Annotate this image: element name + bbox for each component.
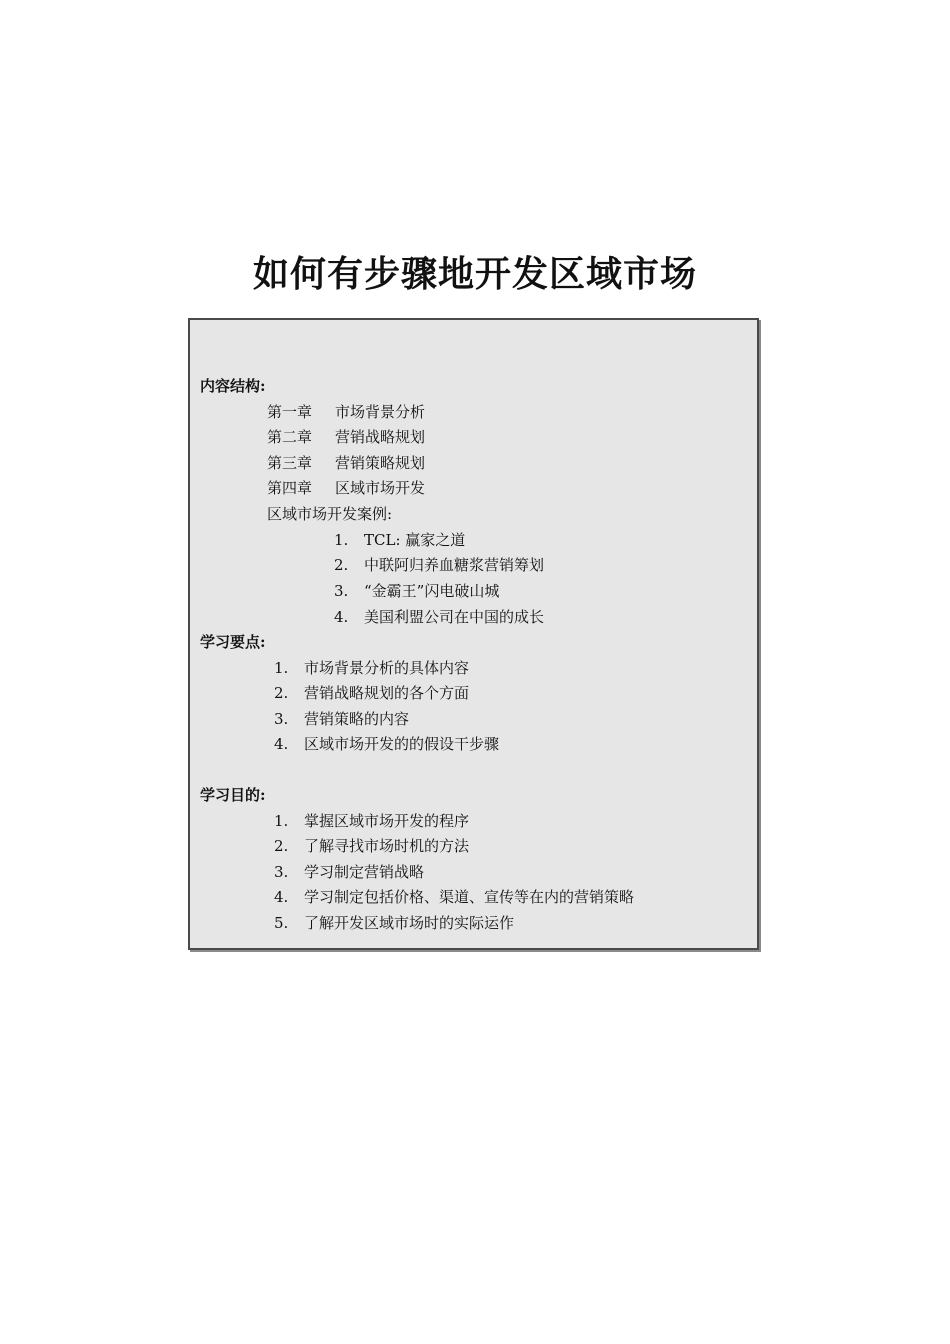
item-number: 2. <box>274 837 289 855</box>
objectives-heading: 学习目的: <box>200 786 266 804</box>
toc-chapter-row <box>267 427 425 447</box>
case-item <box>334 555 544 575</box>
item-number: 4. <box>274 888 289 906</box>
case-text: TCL: 赢家之道 <box>364 531 466 549</box>
item-text: 学习制定包括价格、渠道、宣传等在内的营销策略 <box>304 888 635 906</box>
chapter-number: 第二章 <box>267 428 313 446</box>
item-text: 掌握区域市场开发的程序 <box>304 812 470 830</box>
key-points-heading: 学习要点: <box>200 633 266 651</box>
case-number: 3. <box>334 582 349 600</box>
item-number: 3. <box>274 710 289 728</box>
item-number: 1. <box>274 659 289 677</box>
item-number: 5. <box>274 914 289 932</box>
item-number: 1. <box>274 812 289 830</box>
item-text: 市场背景分析的具体内容 <box>304 659 470 677</box>
item-text: 营销战略规划的各个方面 <box>304 684 470 702</box>
item-number: 3. <box>274 863 289 881</box>
case-text: “金霸王”闪电破山城 <box>364 582 500 600</box>
chapter-name: 营销策略规划 <box>335 454 426 472</box>
chapter-name: 区域市场开发 <box>335 479 426 497</box>
document-title: 如何有步骤地开发区域市场 <box>252 253 697 295</box>
toc-chapter-row <box>267 453 425 473</box>
case-text: 美国利盟公司在中国的成长 <box>364 608 545 626</box>
chapter-name: 营销战略规划 <box>335 428 426 446</box>
item-text: 了解开发区域市场时的实际运作 <box>304 914 515 932</box>
item-number: 4. <box>274 735 289 753</box>
item-text: 了解寻找市场时机的方法 <box>304 837 470 855</box>
objective-item <box>274 887 634 907</box>
case-number: 4. <box>334 608 349 626</box>
case-number: 1. <box>334 531 349 549</box>
item-text: 学习制定营销战略 <box>304 863 425 881</box>
chapter-number: 第三章 <box>267 454 313 472</box>
key-point-item <box>274 683 469 703</box>
chapter-name: 市场背景分析 <box>335 403 426 421</box>
key-point-item <box>274 658 469 678</box>
summary-box <box>188 318 759 950</box>
chapter-number: 第一章 <box>267 403 313 421</box>
item-text: 营销策略的内容 <box>304 710 410 728</box>
item-text: 区域市场开发的的假设干步骤 <box>304 735 500 753</box>
objective-item <box>274 836 469 856</box>
case-item <box>334 581 499 601</box>
toc-chapter-row <box>267 402 425 422</box>
content-structure-heading: 内容结构: <box>200 377 266 395</box>
objective-item <box>274 811 469 831</box>
case-text: 中联阿归养血糖浆营销筹划 <box>364 556 545 574</box>
chapter-number: 第四章 <box>267 479 313 497</box>
objective-item <box>274 913 514 933</box>
toc-chapter-row <box>267 478 425 498</box>
case-number: 2. <box>334 556 349 574</box>
key-point-item <box>274 734 499 754</box>
case-item <box>334 530 465 550</box>
cases-heading: 区域市场开发案例: <box>267 505 393 523</box>
item-number: 2. <box>274 684 289 702</box>
key-point-item <box>274 709 409 729</box>
objective-item <box>274 862 424 882</box>
case-item <box>334 607 544 627</box>
